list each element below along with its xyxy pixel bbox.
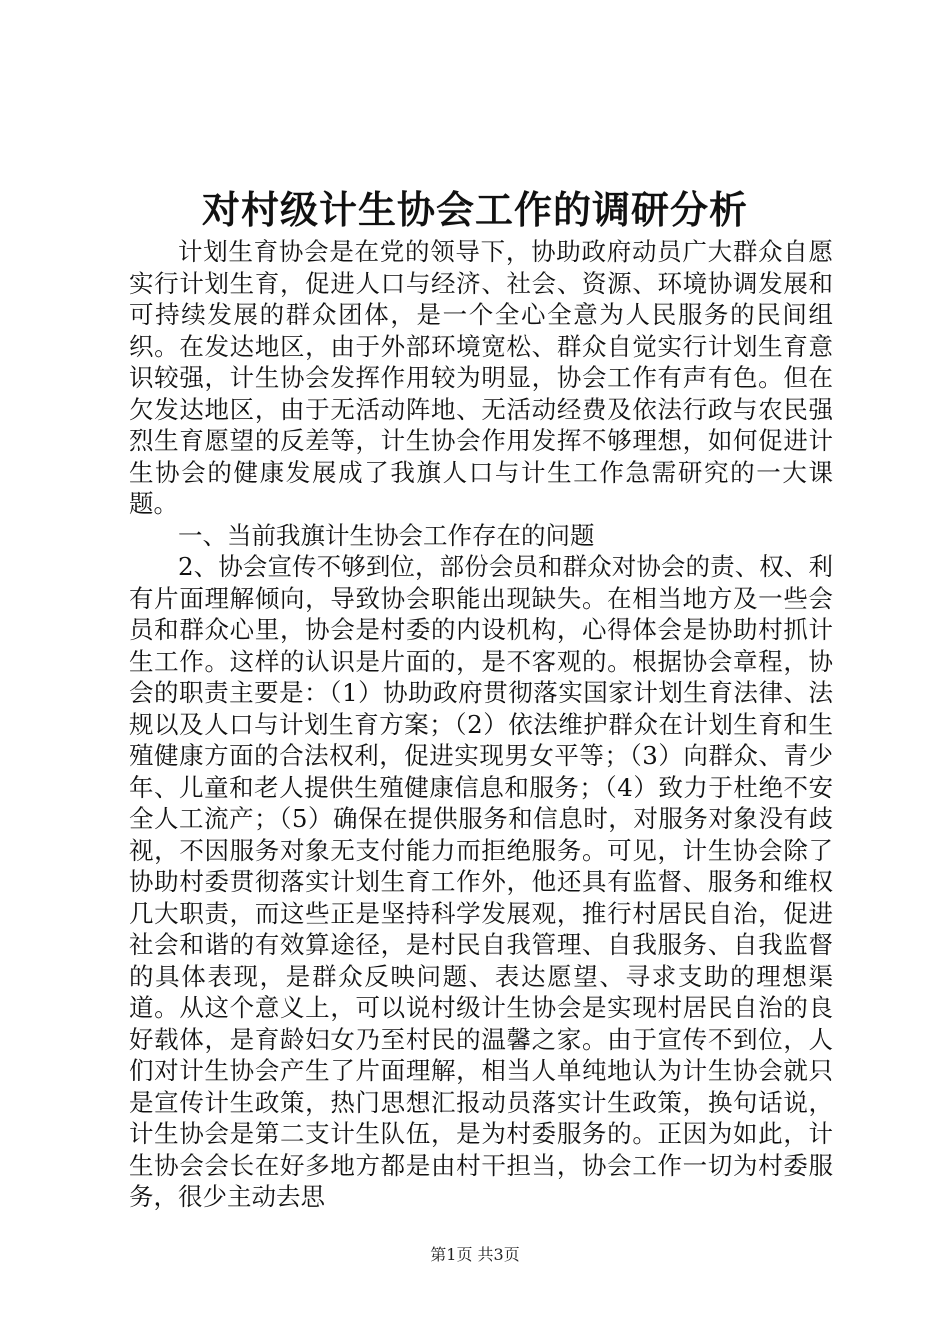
document-body [129,236,833,1213]
paragraph-point-2: 2、协会宣传不够到位，部份会员和群众对协会的责、权、利有片面理解倾向，导致协会职能出现缺失。在相当地方及一些会员和群众心里，协会是村委的内设机构，心得体会是协助村抓计生工作。这样的认识是片面的，是不客观的。根据协会章程，协会的职责主要是：（1）协助政府贯彻落实国家计划生育法律、法规以及人口与计划生育方案；（2）依法维护群众在计划生育和生殖健康方面的合法权利，促进实现男女平等；（3）向群众、青少年、儿童和老人提供生殖健康信息和服务；（4）致力于杜绝不安全人工流产；（5）确保在提供服务和信息时，对服务对象没有歧视，不因服务对象无支付能力而拒绝服务。可见，计生协会除了协助村委贯彻落实计划生育工作外，他还具有监督、服务和维权几大职责，而这些正是坚持科学发展观，推行村居民自治，促进社会和谐的有效算途径，是村民自我管理、自我服务、自我监督的具体表现，是群众反映问题、表达愿望、寻求支助的理想渠道。从这个意义上，可以说村级计生协会是实现村居民自治的良好载体，是育龄妇女乃至村民的温馨之家。由于宣传不到位，人们对计生协会产生了片面理解，相当人单纯地认为计生协会就只是宣传计生政策，热门思想汇报动员落实计生政策，换句话说，计生协会是第二支计生队伍，是为村委服务的。正因为如此，计生协会会长在好多地方都是由村干担当，协会工作一切为村委服务，很少主动去思 [129,552,833,1211]
page-indicator: 第1页 共3页 [430,1245,520,1264]
document-title: 对村级计生协会工作的调研分析 [201,187,748,232]
paragraph-intro: 计划生育协会是在党的领导下，协助政府动员广大群众自愿实行计划生育，促进人口与经济、社会、资源、环境协调发展和可持续发展的群众团体，是一个全心全意为人民服务的民间组织。在发达地区，由于外部环境宽松、群众自觉实行计划生育意识较强，计生协会发挥作用较为明显，协会工作有声有色。但在欠发达地区，由于无活动阵地、无活动经费及依法行政与农民强烈生育愿望的反差等，计生协会作用发挥不够理想，如何促进计生协会的健康发展成了我旗人口与计生工作急需研究的一大课题。 [129,237,833,518]
section-heading: 一、当前我旗计生协会工作存在的问题 [178,520,595,550]
